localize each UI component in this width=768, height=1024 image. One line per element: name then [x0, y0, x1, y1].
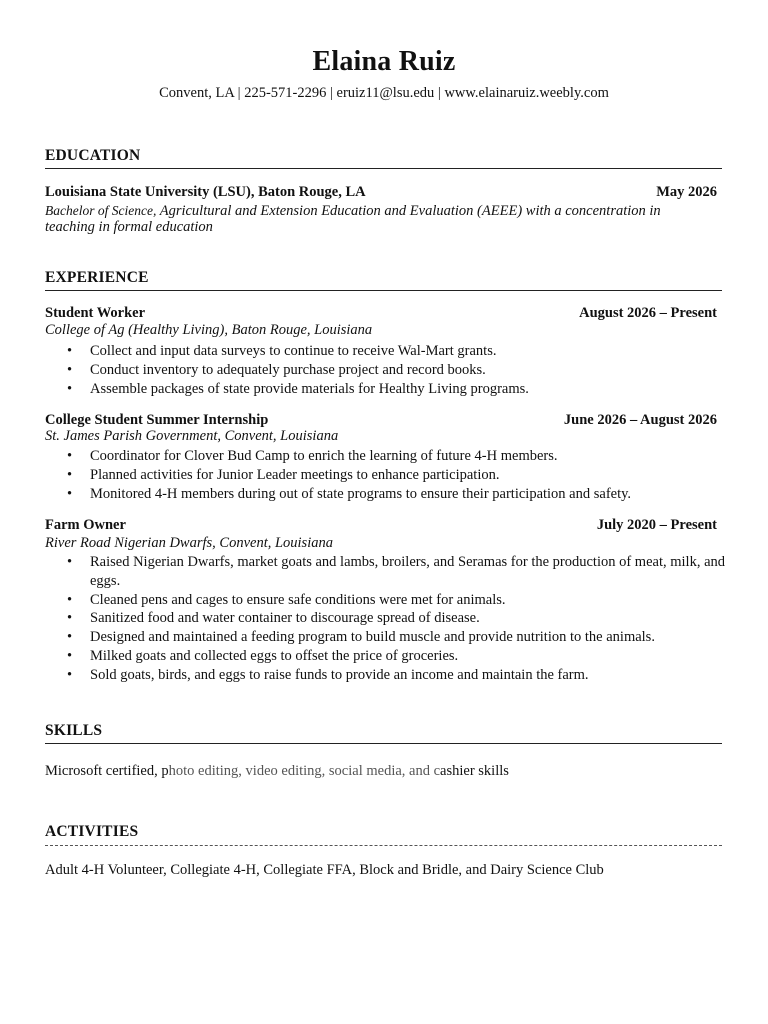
- job-organization: St. James Parish Government, Convent, Louisiana: [45, 428, 339, 444]
- resume-name: Elaina Ruiz: [312, 46, 456, 77]
- graduation-date: May 2026: [656, 184, 717, 200]
- skills-text-part: hoto editing, video editing, social media, and c: [168, 763, 441, 779]
- job-organization: River Road Nigerian Dwarfs, Convent, Louisiana: [45, 535, 333, 551]
- job-bullet: • Sold goats, birds, and eggs to raise funds to provide an income and maintain the farm.: [45, 666, 725, 685]
- job-bullet: • Milked goats and collected eggs to offset the price of groceries.: [45, 647, 725, 666]
- job-title: College Student Summer Internship: [45, 412, 269, 428]
- job-bullet: • Planned activities for Junior Leader meetings to enhance participation.: [45, 466, 725, 485]
- activities-divider: [45, 845, 722, 846]
- degree-type: Bachelor of Science,: [45, 203, 157, 218]
- job-bullets: [45, 447, 725, 503]
- job-bullet: • Coordinator for Clover Bud Camp to enrich the learning of future 4-H members.: [45, 447, 725, 466]
- skills-text: [45, 763, 725, 780]
- contact-info: Convent, LA | 225-571-2296 | eruiz11@lsu.edu | www.elainaruiz.weebly.com: [159, 85, 609, 101]
- job-bullet: • Designed and maintained a feeding program to build muscle and provide nutrition to the animals.: [45, 628, 725, 647]
- activities-heading: ACTIVITIES: [45, 823, 139, 840]
- education-heading: EDUCATION: [45, 147, 141, 164]
- job-dates: July 2020 – Present: [596, 517, 717, 533]
- activities-text: Adult 4-H Volunteer, Collegiate 4-H, Collegiate FFA, Block and Bridle, and Dairy Science Club: [45, 862, 604, 878]
- degree-major: Agricultural and Extension Education and Evaluation (AEEE) with a concentration in: [156, 203, 661, 219]
- skills-divider: [45, 743, 722, 744]
- job-bullet: • Assemble packages of state provide materials for Healthy Living programs.: [45, 380, 725, 399]
- degree-line: [45, 202, 717, 220]
- education-school-row: [45, 184, 717, 201]
- job-header: [45, 305, 717, 322]
- job-bullet: • Conduct inventory to adequately purchase project and record books.: [45, 361, 725, 380]
- job-bullets: [45, 342, 725, 398]
- job-header: [45, 412, 717, 429]
- job-dates: June 2026 – August 2026: [563, 412, 717, 428]
- skills-text-part: Microsoft certified, p: [45, 763, 169, 779]
- job-organization: College of Ag (Healthy Living), Baton Rouge, Louisiana: [45, 322, 373, 338]
- job-title: Student Worker: [45, 305, 146, 321]
- job-header: [45, 517, 717, 534]
- job-bullet: • Cleaned pens and cages to ensure safe conditions were met for animals.: [45, 591, 725, 610]
- school-name: Louisiana State University (LSU), Baton Rouge, LA: [45, 184, 366, 200]
- job-bullet: • Collect and input data surveys to continue to receive Wal-Mart grants.: [45, 342, 725, 361]
- job-bullet: • Raised Nigerian Dwarfs, market goats and lambs, broilers, and Seramas for the production of meat, milk, and eggs.: [45, 553, 725, 591]
- job-bullet: • Monitored 4-H members during out of state programs to ensure their participation and safety.: [45, 485, 725, 504]
- education-divider: [45, 168, 722, 169]
- skills-heading: SKILLS: [45, 722, 103, 739]
- degree-line-2: teaching in formal education: [45, 219, 213, 235]
- skills-text-part: ashier skills: [440, 763, 509, 779]
- experience-divider: [45, 290, 722, 291]
- job-title: Farm Owner: [45, 517, 126, 533]
- job-bullets: [45, 553, 725, 685]
- job-bullet: • Sanitized food and water container to discourage spread of disease.: [45, 609, 725, 628]
- experience-heading: EXPERIENCE: [45, 269, 149, 286]
- job-dates: August 2026 – Present: [579, 305, 717, 321]
